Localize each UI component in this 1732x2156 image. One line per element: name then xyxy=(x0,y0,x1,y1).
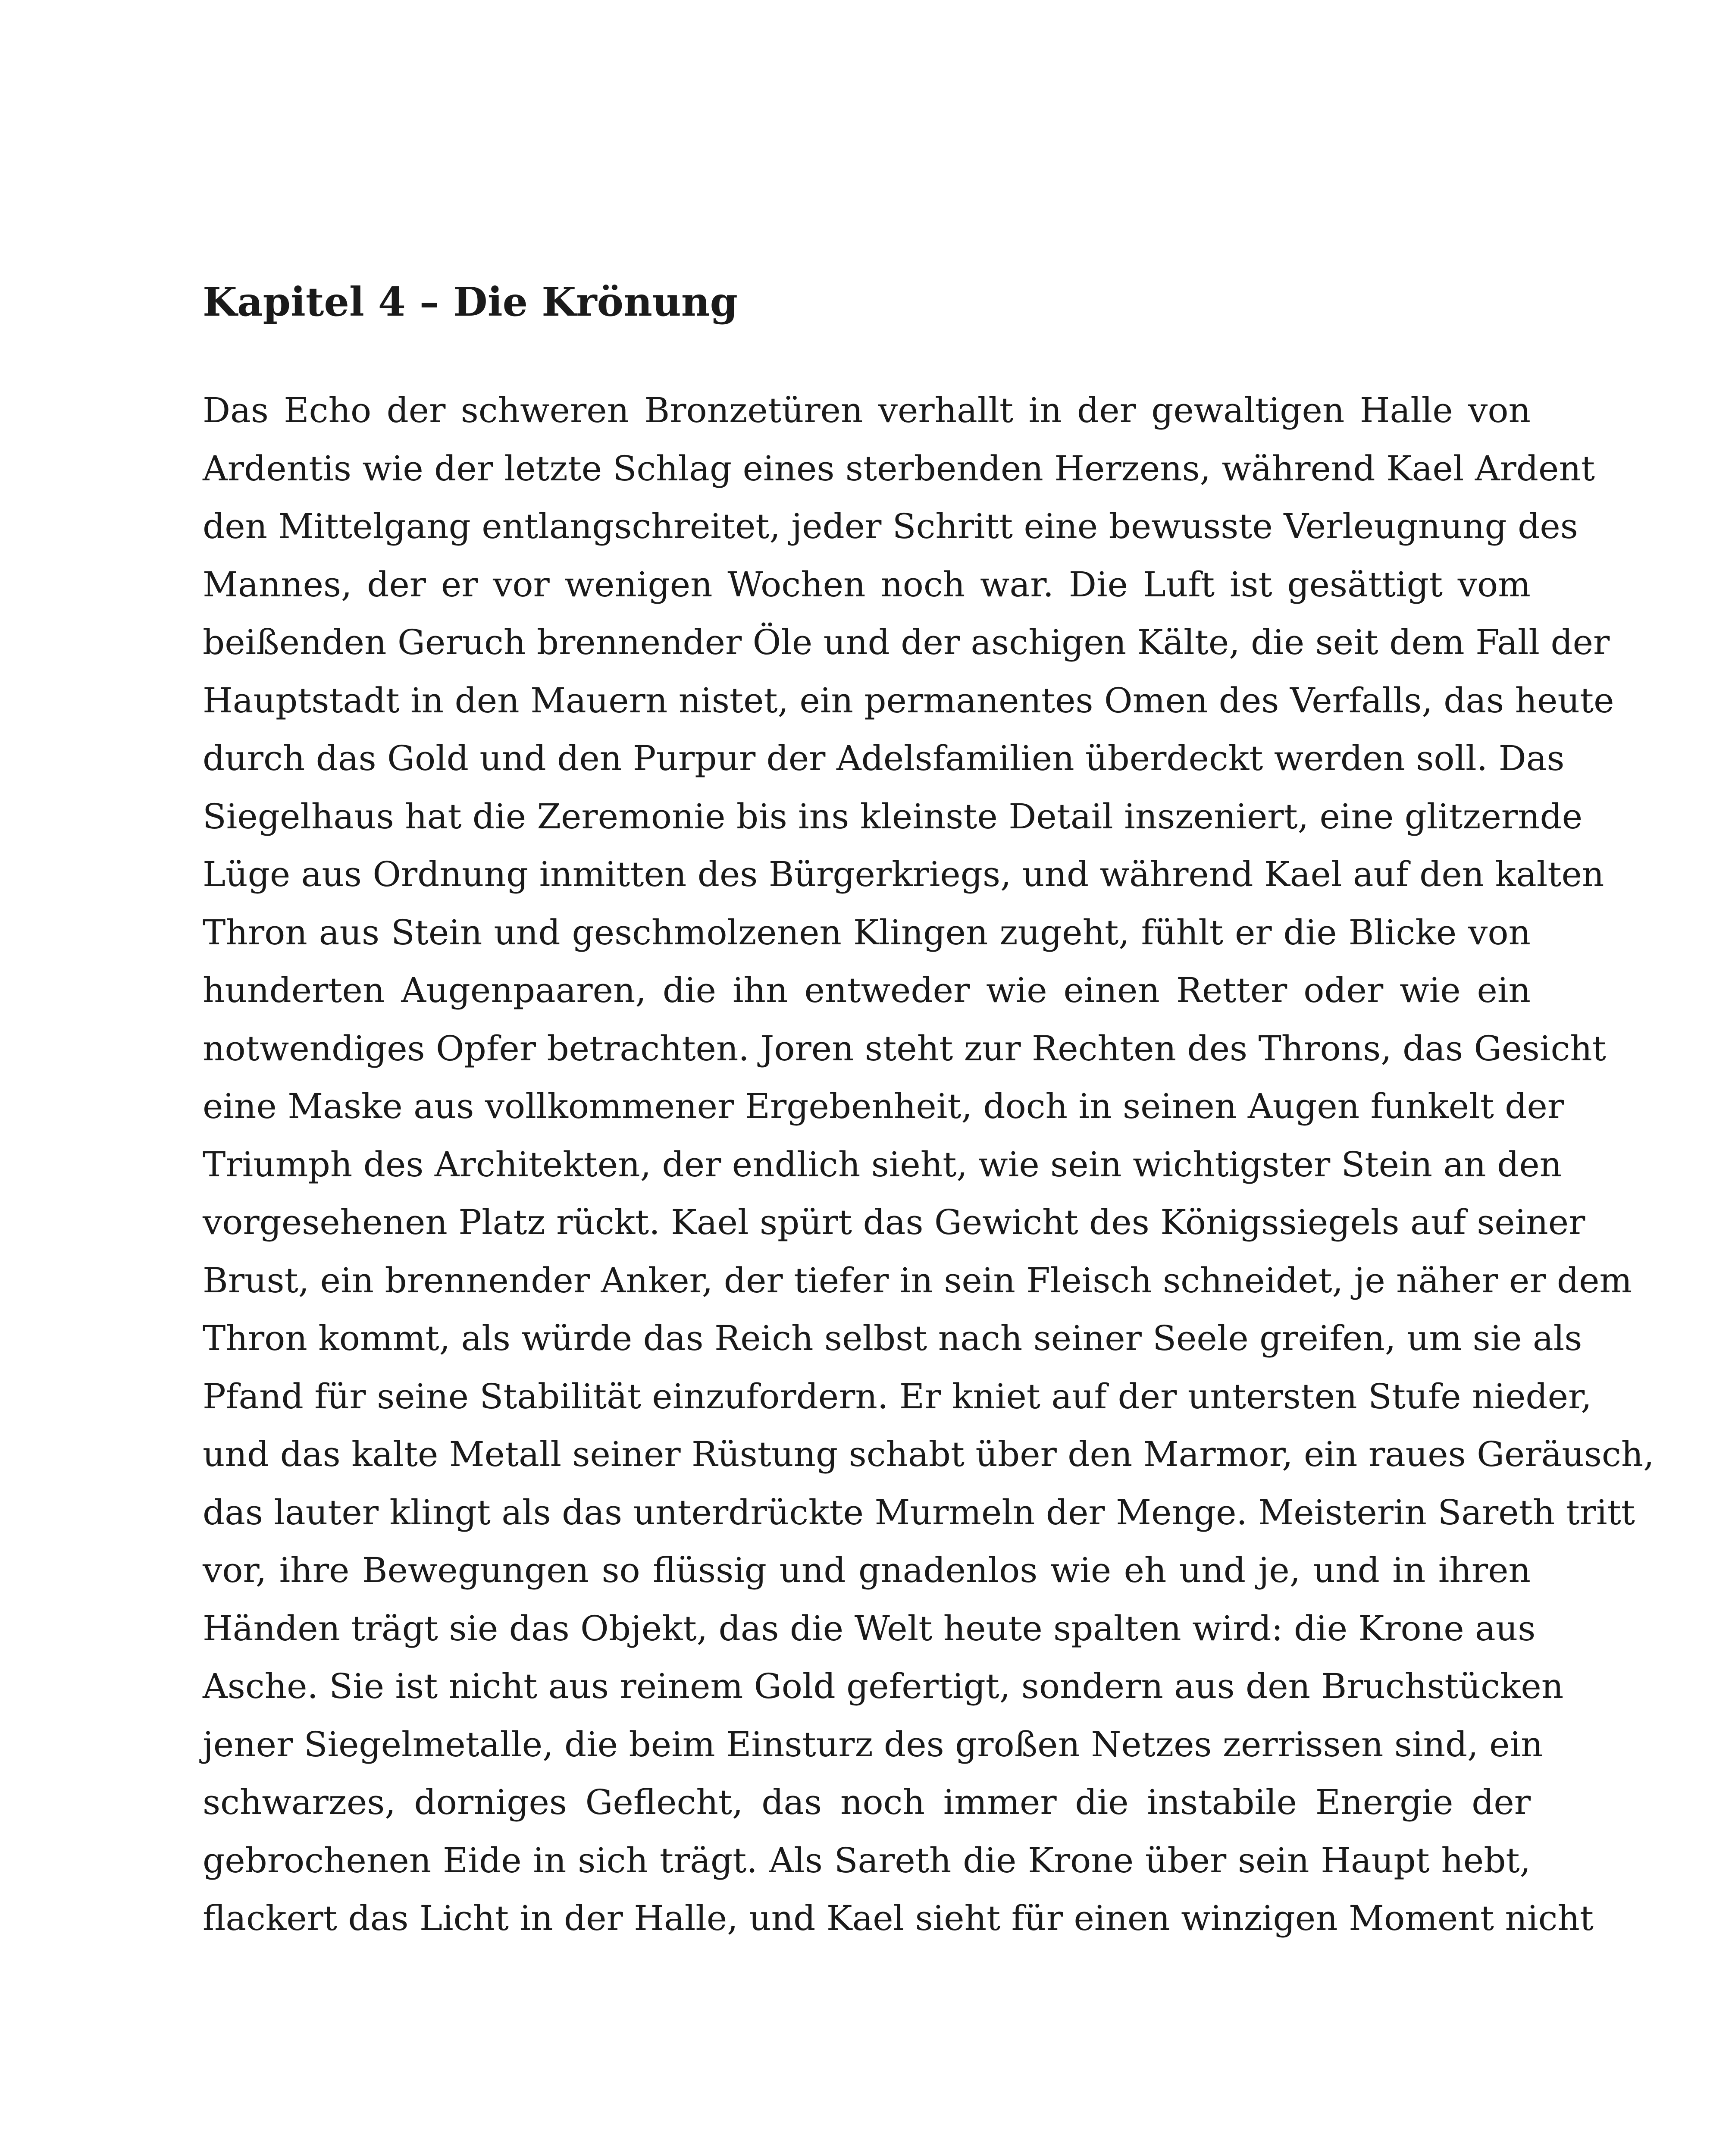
paragraph-line: Asche. Sie ist nicht aus reinem Gold gefertigt, sondern aus den Bruchstücken xyxy=(203,1666,1564,1706)
chapter-paragraph xyxy=(203,382,1654,1948)
paragraph-line: Pfand für seine Stabilität einzufordern. Er kniet auf der untersten Stufe nieder, xyxy=(203,1376,1592,1416)
paragraph-line: eine Maske aus vollkommener Ergebenheit, doch in seinen Augen funkelt der xyxy=(203,1086,1564,1126)
paragraph-line: Thron aus Stein und geschmolzenen Klingen zugeht, fühlt er die Blicke von xyxy=(203,912,1531,953)
paragraph-line: das lauter klingt als das unterdrückte Murmeln der Menge. Meisterin Sareth tritt xyxy=(203,1492,1635,1532)
paragraph-line: gebrochenen Eide in sich trägt. Als Sareth die Krone über sein Haupt hebt, xyxy=(203,1840,1531,1880)
paragraph-line: schwarzes, dorniges Geflecht, das noch immer die instabile Energie der xyxy=(203,1782,1531,1822)
paragraph-line: vorgesehenen Platz rückt. Kael spürt das Gewicht des Königssiegels auf seiner xyxy=(203,1202,1585,1242)
paragraph-line: Brust, ein brennender Anker, der tiefer in sein Fleisch schneidet, je näher er dem xyxy=(203,1260,1632,1300)
paragraph-line: Siegelhaus hat die Zeremonie bis ins kleinste Detail inszeniert, eine glitzernde xyxy=(203,796,1583,837)
paragraph-line: flackert das Licht in der Halle, und Kael sieht für einen winzigen Moment nicht xyxy=(203,1898,1594,1938)
paragraph-line: Lüge aus Ordnung inmitten des Bürgerkriegs, und während Kael auf den kalten xyxy=(203,854,1604,894)
paragraph-line: Mannes, der er vor wenigen Wochen noch war. Die Luft ist gesättigt vom xyxy=(203,564,1531,605)
paragraph-line: den Mittelgang entlangschreitet, jeder Schritt eine bewusste Verleugnung des xyxy=(203,506,1578,546)
paragraph-line: Hauptstadt in den Mauern nistet, ein permanentes Omen des Verfalls, das heute xyxy=(203,680,1614,721)
paragraph-line: und das kalte Metall seiner Rüstung schabt über den Marmor, ein raues Geräusch, xyxy=(203,1434,1654,1474)
paragraph-line: Ardentis wie der letzte Schlag eines sterbenden Herzens, während Kael Ardent xyxy=(203,448,1595,489)
paragraph-line: Das Echo der schweren Bronzetüren verhallt in der gewaltigen Halle von xyxy=(203,390,1531,430)
text-block xyxy=(203,276,1654,1948)
paragraph-line: notwendiges Opfer betrachten. Joren steht zur Rechten des Throns, das Gesicht xyxy=(203,1028,1606,1069)
paragraph-line: hunderten Augenpaaren, die ihn entweder wie einen Retter oder wie ein xyxy=(203,970,1531,1010)
paragraph-line: durch das Gold und den Purpur der Adelsfamilien überdeckt werden soll. Das xyxy=(203,738,1565,778)
paragraph-line: beißenden Geruch brennender Öle und der aschigen Kälte, die seit dem Fall der xyxy=(203,622,1610,662)
paragraph-line: Triumph des Architekten, der endlich sieht, wie sein wichtigster Stein an den xyxy=(203,1144,1562,1185)
paragraph-line: Händen trägt sie das Objekt, das die Welt heute spalten wird: die Krone aus xyxy=(203,1608,1536,1648)
paragraph-line: vor, ihre Bewegungen so flüssig und gnadenlos wie eh und je, und in ihren xyxy=(203,1550,1531,1590)
paragraph-line: Thron kommt, als würde das Reich selbst nach seiner Seele greifen, um sie als xyxy=(203,1318,1582,1358)
paragraph-line: jener Siegelmetalle, die beim Einsturz des großen Netzes zerrissen sind, ein xyxy=(203,1724,1543,1764)
chapter-title: Kapitel 4 – Die Krönung xyxy=(203,279,738,325)
